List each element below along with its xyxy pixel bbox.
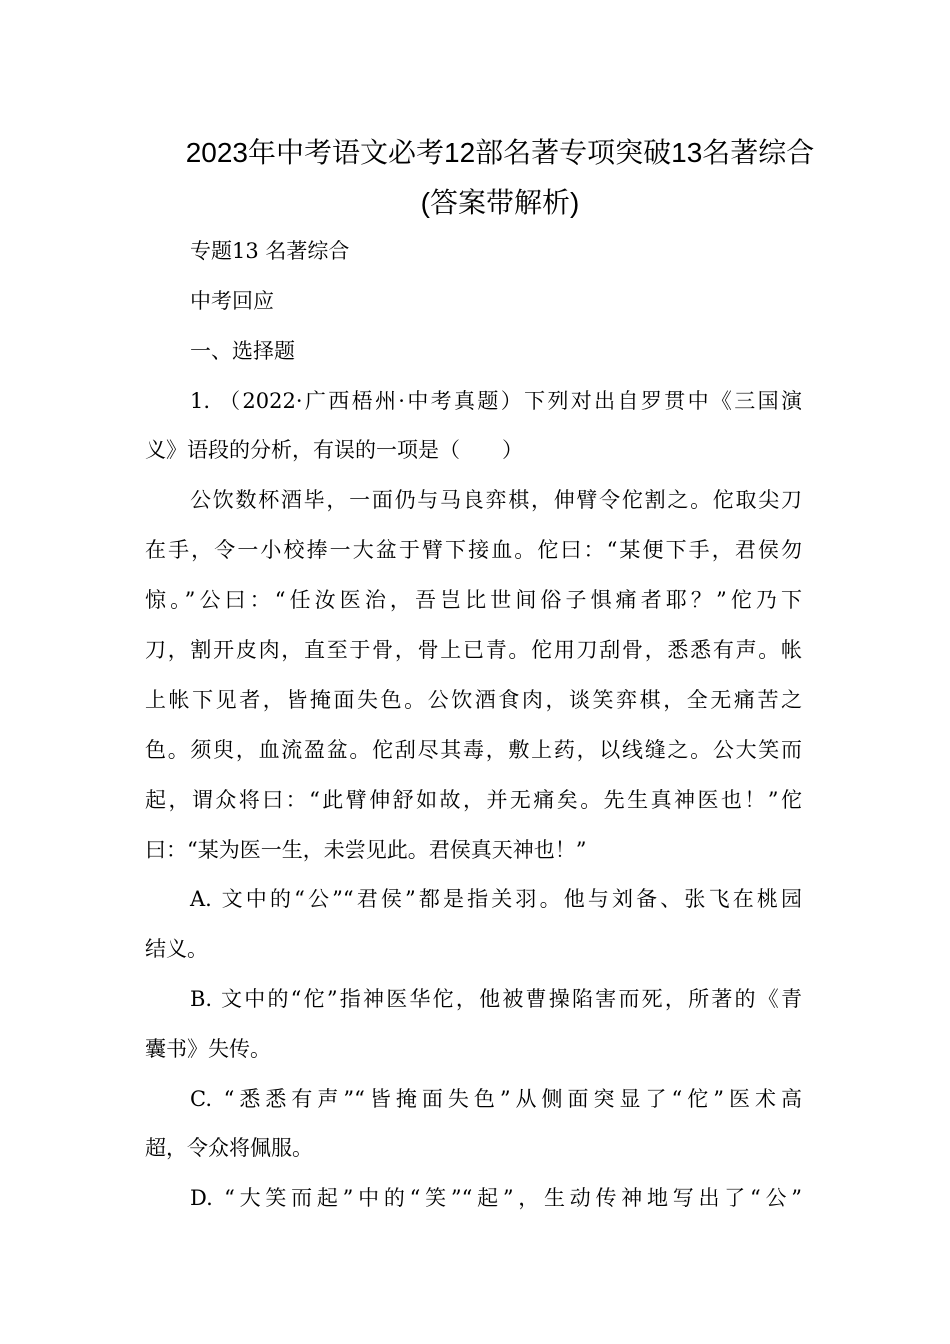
passage-line: 刀，割开皮肉，直至于骨，骨上已青。佗用刀刮骨，悉悉有声。帐 — [145, 638, 802, 662]
option-a-line: A. 文中的“公”“君侯”都是指关羽。他与刘备、张飞在桃园 — [190, 887, 802, 911]
topic-heading: 专题13 名著综合 — [190, 239, 350, 263]
option-c-line: 超，令众将佩服。 — [145, 1136, 313, 1160]
document-subtitle: (答案带解析) — [420, 187, 580, 218]
passage-line: 公饮数杯酒毕，一面仍与马良弈棋，伸臂令佗割之。佗取尖刀 — [190, 488, 802, 512]
document-title: 2023年中考语文必考12部名著专项突破13名著综合 — [185, 137, 815, 168]
option-a-line: 结义。 — [145, 937, 208, 961]
passage-line: 惊。”公曰：“任汝医治，吾岂比世间俗子惧痛者耶？”佗乃下 — [145, 588, 802, 612]
question-stem-line: 义》语段的分析，有误的一项是（ ） — [145, 438, 523, 462]
section-heading: 中考回应 — [190, 289, 274, 313]
option-b-line: 囊书》失传。 — [145, 1037, 271, 1061]
passage-line: 曰：“某为医一生，未尝见此。君侯真天神也！” — [145, 838, 587, 862]
part-heading: 一、选择题 — [190, 339, 295, 363]
passage-line: 色。须臾，血流盈盆。佗刮尽其毒，敷上药，以线缝之。公大笑而 — [145, 738, 802, 762]
option-d-line: D. “大笑而起”中的“笑”“起”，生动传神地写出了“公” — [190, 1186, 802, 1210]
passage-line: 起，谓众将曰：“此臂伸舒如故，并无痛矣。先生真神医也！”佗 — [145, 788, 802, 812]
option-c-line: C. “悉悉有声”“皆掩面失色”从侧面突显了“佗”医术高 — [190, 1087, 802, 1111]
passage-line: 在手，令一小校捧一大盆于臂下接血。佗曰：“某便下手，君侯勿 — [145, 538, 802, 562]
option-b-line: B. 文中的“佗”指神医华佗，他被曹操陷害而死，所著的《青 — [190, 987, 802, 1011]
question-stem-line: 1. （2022·广西梧州·中考真题）下列对出自罗贯中《三国演 — [190, 389, 802, 413]
passage-line: 上帐下见者，皆掩面失色。公饮酒食肉，谈笑弈棋，全无痛苦之 — [145, 688, 802, 712]
